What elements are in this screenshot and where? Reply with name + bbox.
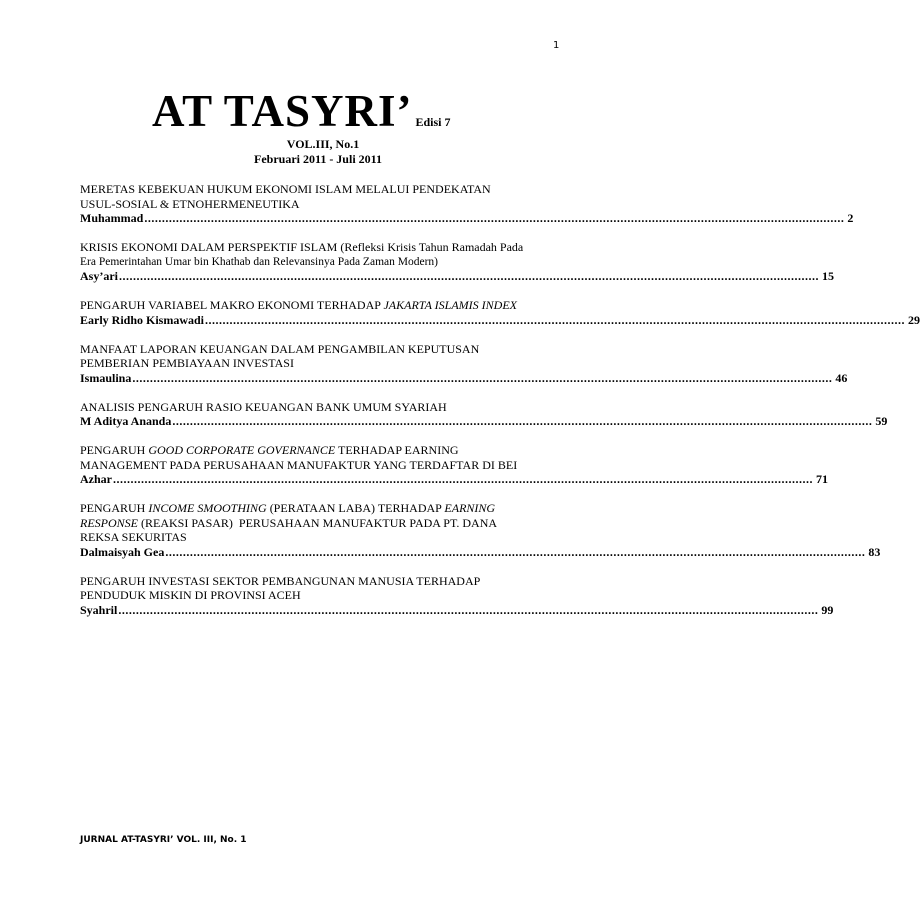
- toc-page-number: 15: [822, 269, 834, 283]
- toc-title-italic: INCOME SMOOTHING: [148, 501, 267, 515]
- toc-entry[interactable]: [80, 182, 854, 226]
- toc-entry[interactable]: [80, 298, 920, 327]
- toc-title-italic: JAKARTA ISLAMIS INDEX: [383, 298, 518, 312]
- toc-author-line: [80, 370, 848, 386]
- toc-title-line: PENDUDUK MISKIN DI PROVINSI ACEH: [80, 588, 301, 602]
- toc-title-text: PENGARUH: [80, 501, 149, 515]
- dot-leader: ........................................................................................................................................................................................................: [118, 602, 819, 617]
- toc-page-number: 46: [835, 370, 848, 385]
- toc-page-number: 83: [868, 544, 881, 559]
- toc-page-number: 71: [816, 472, 828, 486]
- toc-author: M Aditya Ananda: [80, 414, 172, 428]
- toc-author-line: [80, 602, 834, 618]
- dot-leader: ........................................................................................................................................................................................................: [119, 269, 819, 283]
- toc-title-line: KRISIS EKONOMI DALAM PERSPEKTIF ISLAM (Refleksi Krisis Tahun Ramadah Pada: [80, 240, 524, 254]
- toc-title-text: (REAKSI PASAR) PERUSAHAAN MANUFAKTUR PADA PT. DANA: [138, 515, 498, 530]
- volume-info: [0, 137, 638, 167]
- toc-title-line: [80, 501, 550, 516]
- toc-author: Ismaulina: [80, 370, 132, 385]
- dot-leader: ........................................................................................................................................................................................................: [172, 414, 873, 428]
- toc-page-number: 29: [908, 312, 920, 327]
- journal-title: AT TASYRI’: [152, 86, 413, 136]
- dot-leader: ........................................................................................................................................................................................................: [165, 544, 866, 559]
- toc-title-text: (PERATAAN LABA) TERHADAP: [266, 501, 445, 515]
- dot-leader: ........................................................................................................................................................................................................: [132, 370, 833, 385]
- page-number: 1: [553, 40, 560, 51]
- dot-leader: ........................................................................................................................................................................................................: [144, 211, 845, 225]
- toc-entry[interactable]: [80, 341, 848, 386]
- toc-title-line: [80, 443, 550, 458]
- toc-entry[interactable]: [80, 240, 834, 284]
- toc-author: Syahril: [80, 602, 118, 617]
- toc-title-line: MANAGEMENT PADA PERUSAHAAN MANUFAKTUR YANG TERDAFTAR DI BEI: [80, 457, 518, 472]
- toc-page-number: 2: [847, 211, 854, 225]
- toc-title-line: MANFAAT LAPORAN KEUANGAN DALAM PENGAMBILAN KEPUTUSAN: [80, 341, 480, 356]
- dot-leader: ........................................................................................................................................................................................................: [205, 312, 906, 327]
- toc-author-line: [80, 269, 834, 284]
- toc-title-line: USUL-SOSIAL & ETNOHERMENEUTIKA: [80, 196, 300, 211]
- toc-title-text: PENGARUH: [80, 443, 149, 457]
- toc-title-line: PEMBERIAN PEMBIAYAAN INVESTASI: [80, 356, 294, 370]
- toc-title-italic: GOOD CORPORATE GOVERNANCE: [148, 443, 336, 457]
- toc-entry[interactable]: [80, 443, 828, 487]
- toc-title-line: REKSA SEKURITAS: [80, 530, 187, 544]
- toc-title-italic: RESPONSE: [80, 515, 138, 530]
- toc-author: Muhammad: [80, 211, 144, 225]
- toc-title-line: [80, 516, 550, 531]
- toc-title-line: Era Pemerintahan Umar bin Khathab dan Relevansinya Pada Zaman Modern): [80, 255, 438, 268]
- page-footer: JURNAL AT-TASYRI’ VOL. III, No. 1: [80, 835, 247, 845]
- masthead: [152, 86, 451, 136]
- volume-number: VOL.III, No.1: [286, 137, 360, 151]
- toc-page-number: 99: [821, 602, 834, 617]
- toc-author-line: [80, 414, 888, 429]
- toc-author: Dalmaisyah Gea: [80, 544, 165, 559]
- toc-title-line: PENGARUH INVESTASI SEKTOR PEMBANGUNAN MANUSIA TERHADAP: [80, 573, 481, 588]
- toc-title-line: ANALISIS PENGARUH RASIO KEUANGAN BANK UMUM SYARIAH: [80, 399, 447, 414]
- toc-author-line: [80, 312, 920, 328]
- table-of-contents: [80, 182, 920, 632]
- toc-author: Early Ridho Kismawadi: [80, 312, 205, 327]
- toc-title-line: [80, 298, 550, 313]
- toc-entry[interactable]: [80, 399, 888, 429]
- toc-entry[interactable]: [80, 573, 834, 618]
- toc-author-line: [80, 472, 828, 487]
- toc-page-number: 59: [875, 414, 888, 428]
- toc-author: Asy’ari: [80, 269, 118, 283]
- toc-entry[interactable]: [80, 501, 881, 559]
- publication-period: Februari 2011 - Juli 2011: [253, 152, 382, 166]
- toc-author-line: [80, 211, 854, 226]
- toc-title-line: MERETAS KEBEKUAN HUKUM EKONOMI ISLAM MELALUI PENDEKATAN: [80, 182, 491, 196]
- toc-title-italic: EARNING: [444, 501, 496, 515]
- toc-author: Azhar: [80, 472, 112, 486]
- toc-title-text: PENGARUH VARIABEL MAKRO EKONOMI TERHADAP: [80, 298, 384, 312]
- dot-leader: ........................................................................................................................................................................................................: [113, 472, 813, 486]
- toc-author-line: [80, 544, 881, 560]
- toc-title-text: TERHADAP EARNING: [335, 443, 459, 457]
- edition-label: Edisi 7: [415, 115, 451, 129]
